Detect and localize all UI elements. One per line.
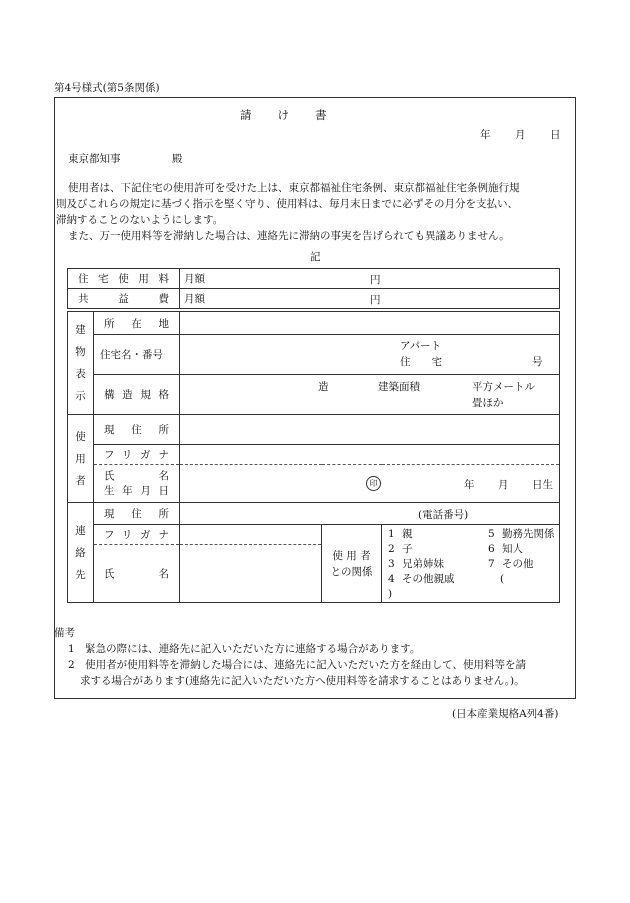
zou-label: 造 [318,381,329,393]
contact-name-label: 氏名 [94,545,180,603]
apart-label: アパート [400,340,442,352]
date-month[interactable]: 月 [515,129,526,141]
user-name-label: 氏名 [104,469,169,482]
form-id: 第4号様式(第5条関係) [54,82,160,94]
body-para1-line1: 使用者は、下記住宅の使用許可を受けた上は、東京都福祉住宅条例、東京都福祉住宅条例施行規 [68,182,520,194]
relation-option-row: 4 その他親戚 () [388,573,505,600]
rent-label: 住宅使用料 [68,269,180,289]
relation-option-row: 3 兄弟姉妹 7 その他 [388,558,534,570]
notes-heading: 備考 [54,627,75,639]
note-2-line2: 求する場合があります(連絡先に記入いただいた方へ使用料等を請求することはありません。)。 [80,675,525,687]
addressee-honorific: 殿 [172,153,183,165]
rent-row [68,269,560,289]
structure-field[interactable] [180,375,560,415]
rent-yen: 円 [370,274,381,286]
area-unit-sqm: 平方メートル [472,381,535,393]
seal-icon: 印 [366,476,381,491]
contact-phone-label: (電話番号) [418,509,469,521]
page-title: 請 け 書 [240,108,328,122]
detail-table [67,311,560,603]
common-label: 共益費 [68,289,180,309]
user-furigana-field[interactable] [180,445,560,465]
date-year[interactable]: 年 [480,129,491,141]
date-day[interactable]: 日 [550,129,561,141]
common-row [68,289,560,309]
note-2-line1: 2 使用者が使用料等を滞納した場合には、連絡先に記入いただいた方を経由して、使用料等を請 [68,659,526,671]
contact-address-label: 現住所 [94,503,180,525]
fee-table [67,268,560,309]
structure-label: 構造規格 [94,375,180,415]
user-group-label: 使 用 者 [68,415,94,503]
footer-standard: (日本産業規格A列4番) [452,708,559,720]
user-name-birth-label [94,465,180,503]
body-para1-line2: 則及びこれらの規定に基づく指示を堅く守り、使用料は、毎月末日までに必ずその月分を支払い、 [56,198,518,210]
area-label: 建築面積 [378,381,420,393]
number-label: 号 [532,356,543,368]
body-para2: また、万一使用料等を滞納した場合は、連絡先に滞納の事実を告げられても異議ありません。 [68,230,510,242]
birth-day: 日生 [532,479,553,491]
user-name-field[interactable] [180,465,560,503]
house-field[interactable] [180,335,560,375]
building-group-label: 建 物 表 示 [68,312,94,415]
body-para1-line3: 滞納することのないようにします。 [56,214,224,226]
user-birth-label: 生年月日 [104,484,169,497]
contact-group-label: 連 絡 先 [68,503,94,603]
user-address-field[interactable] [180,415,560,445]
area-unit-tatami: 畳ほか [472,397,504,409]
user-address-label: 現住所 [94,415,180,445]
contact-furigana-field[interactable] [180,525,322,545]
contact-name-field[interactable] [180,545,322,603]
note-1: 1 緊急の際には、連絡先に記入いただいた方に連絡する場合があります。 [68,643,421,655]
relation-options[interactable] [382,525,560,603]
addressee-name: 東京都知事 [68,153,121,165]
birth-year: 年 [464,479,475,491]
contact-address-field[interactable] [180,503,560,525]
rent-value[interactable] [180,269,560,289]
location-label: 所在地 [94,312,180,335]
birth-month: 月 [498,479,509,491]
user-furigana-label: フリガナ [94,445,180,465]
common-yen: 円 [370,294,381,306]
house-label: 住宅名・番号 [94,335,180,375]
common-value[interactable] [180,289,560,309]
relation-label: 使 用 者 との関係 [322,525,382,603]
location-field[interactable] [180,312,560,335]
relation-option-row: 2 子 6 知人 [388,543,523,555]
rent-monthly: 月額 [184,273,205,285]
relation-option-row: 1 親 5 勤務先関係 [388,528,555,540]
ki-mark: 記 [310,251,321,263]
jutaku-label: 住 宅 [400,356,442,368]
common-monthly: 月額 [184,293,205,305]
contact-furigana-label: フリガナ [94,525,180,545]
